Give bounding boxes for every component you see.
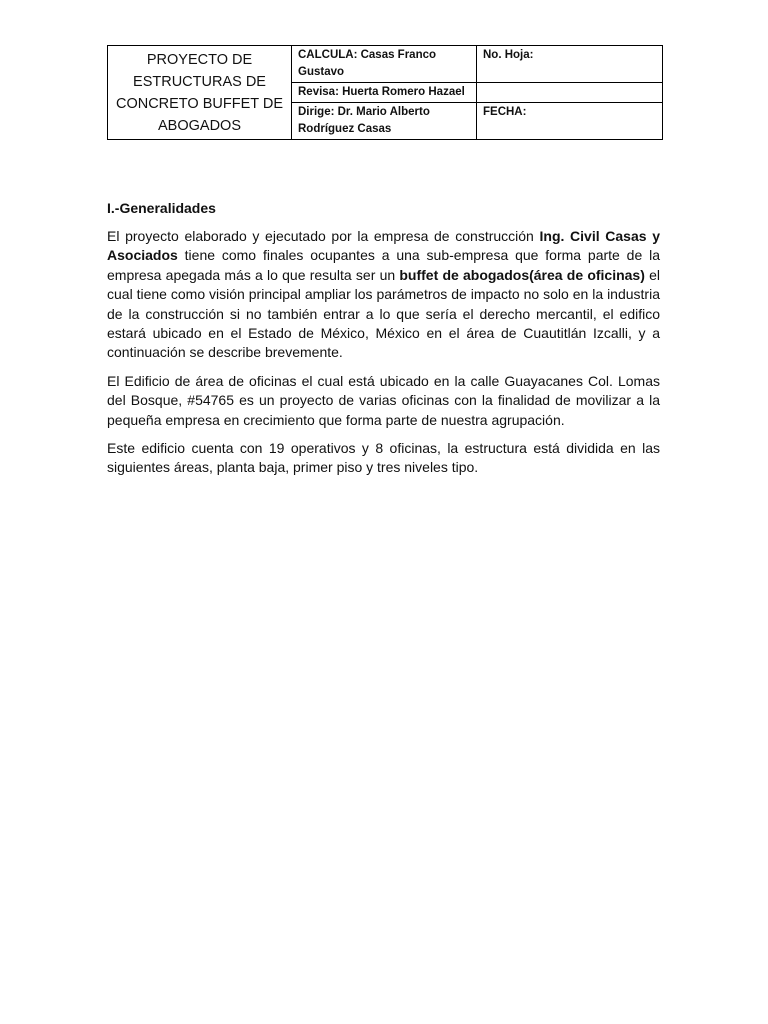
dirige-field: Dirige: Dr. Mario Alberto Rodríguez Casas [292, 103, 477, 140]
company-name: Ing. Civil Casas y Asociados [107, 228, 660, 264]
project-title: PROYECTO DE ESTRUCTURAS DE CONCRETO BUFFET DE ABOGADOS [108, 46, 292, 140]
no-hoja-field: No. Hoja: [477, 46, 663, 83]
paragraph-1 [107, 227, 660, 363]
revisa-field: Revisa: Huerta Romero Hazael [292, 83, 477, 103]
empty-cell [477, 83, 663, 103]
title-block-table [107, 45, 663, 140]
calcula-field: CALCULA: Casas Franco Gustavo [292, 46, 477, 83]
paragraph-1-text-b: tiene como finales ocupantes a una sub-empresa que forma parte de la empresa apegada más a lo que resulta ser un [107, 247, 660, 283]
paragraph-1-text-c: el cual tiene como visión principal ampliar los parámetros de impacto no solo en la industria de la construcción si no también entrar a lo que sería el derecho mercantil, el edifico estará ubicado en el Estado de México, México en el área de Cuautitlán Izcalli, y a continuación se describe brevemente. [107, 266, 660, 361]
document-body [107, 199, 660, 487]
section-heading: I.-Generalidades [107, 200, 216, 216]
fecha-field: FECHA: [477, 103, 663, 140]
paragraph-1-text-a: El proyecto elaborado y ejecutado por la empresa de construcción [107, 228, 540, 244]
paragraph-3: Este edificio cuenta con 19 operativos y 8 oficinas, la estructura está dividida en las siguientes áreas, planta baja, primer piso y tres niveles tipo. [107, 440, 660, 476]
buffet-term: buffet de abogados(área de oficinas) [399, 266, 645, 283]
paragraph-2: El Edificio de área de oficinas el cual está ubicado en la calle Guayacanes Col. Lomas del Bosque, #54765 es un proyecto de varias oficinas con la finalidad de movilizar a la pequeña empresa en crecimiento que forma parte de nuestra agrupación. [107, 372, 660, 428]
